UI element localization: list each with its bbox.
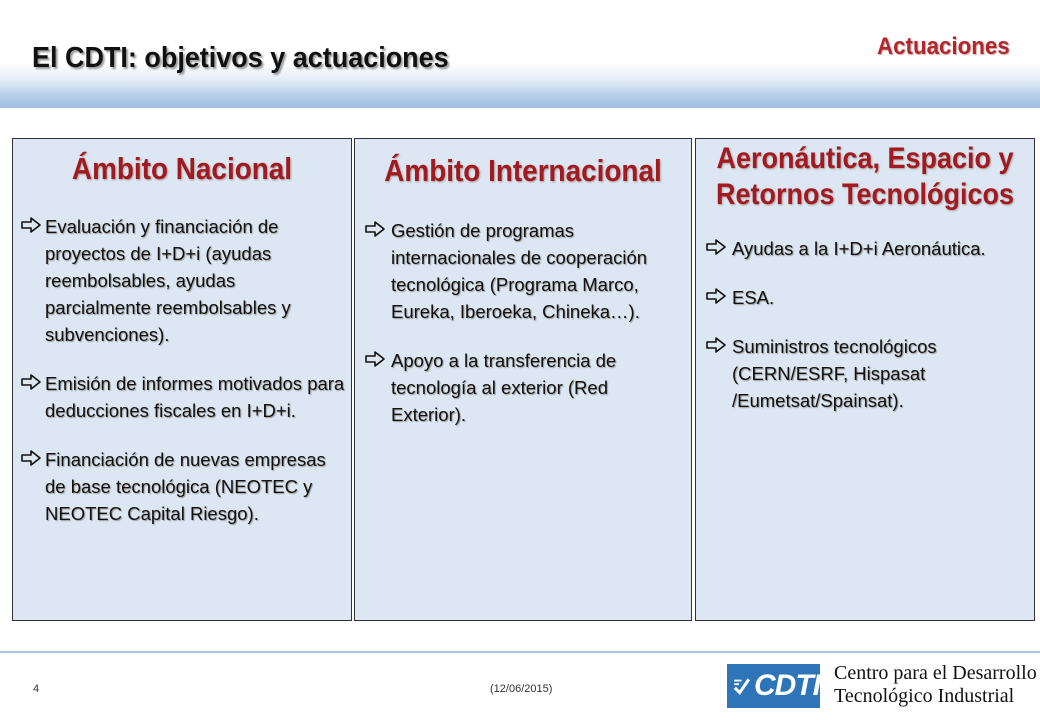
list-item <box>355 217 691 325</box>
footer-divider <box>0 651 1040 653</box>
arrow-right-icon <box>706 288 726 304</box>
list-item <box>696 333 1034 414</box>
panel-heading: Ámbito Nacional <box>71 151 293 186</box>
header-band <box>0 0 1040 108</box>
page-title: El CDTI: objetivos y actuaciones <box>32 42 449 74</box>
logo-text: CDTI <box>754 669 820 702</box>
bullet-list <box>13 213 351 527</box>
list-item-text: Ayudas a la I+D+i Aeronáutica. <box>732 238 986 259</box>
panel-heading-line1: Aeronáutica, Espacio y <box>716 142 1014 175</box>
arrow-right-icon <box>21 450 41 466</box>
list-item-text: Gestión de programas internacionales de cooperación tecnológica (Programa Marco, Eureka, Iberoeka, Chineka…). <box>391 220 648 322</box>
section-label: Actuaciones <box>877 33 1010 60</box>
arrow-right-icon <box>706 337 726 353</box>
bullet-list <box>696 235 1034 414</box>
arrow-right-icon <box>21 217 41 233</box>
panel-heading <box>713 139 1017 213</box>
org-line2: Tecnológico Industrial <box>834 685 1015 707</box>
cdti-logo <box>727 664 820 708</box>
panel-heading: Ámbito Internacional <box>384 153 662 188</box>
list-item-text: Apoyo a la transferencia de tecnología al exterior (Red Exterior). <box>391 350 617 425</box>
page-number: 4 <box>33 683 40 695</box>
list-item-text: Evaluación y financiación de proyectos de I+D+i (ayudas reembolsables, ayudas parcialmente reembolsables y subvenciones). <box>45 216 291 345</box>
panel-ambito-internacional <box>354 138 692 621</box>
list-item-text: Financiación de nuevas empresas de base tecnológica (NEOTEC y NEOTEC Capital Riesgo). <box>45 449 326 524</box>
arrow-right-icon <box>706 239 726 255</box>
org-line1: Centro para el Desarrollo <box>834 662 1037 684</box>
arrow-right-icon <box>365 351 385 367</box>
panel-aeronautica-espacio <box>695 138 1035 621</box>
list-item <box>696 284 1034 311</box>
arrow-right-icon <box>365 221 385 237</box>
list-item <box>696 235 1034 262</box>
list-item-text: Suministros tecnológicos (CERN/ESRF, Hispasat /Eumetsat/Spainsat). <box>732 336 937 411</box>
list-item-text: Emisión de informes motivados para deducciones fiscales en I+D+i. <box>45 373 345 421</box>
panel-heading-line2: Retornos Tecnológicos <box>715 178 1015 211</box>
list-item <box>13 446 351 527</box>
panel-ambito-nacional <box>12 138 352 621</box>
cdti-check-icon <box>733 671 750 701</box>
organization-name <box>834 662 1037 708</box>
arrow-right-icon <box>21 374 41 390</box>
list-item-text: ESA. <box>732 287 775 308</box>
list-item <box>355 347 691 428</box>
list-item <box>13 370 351 424</box>
list-item <box>13 213 351 348</box>
bullet-list <box>355 217 691 428</box>
slide-date: (12/06/2015) <box>490 683 553 695</box>
